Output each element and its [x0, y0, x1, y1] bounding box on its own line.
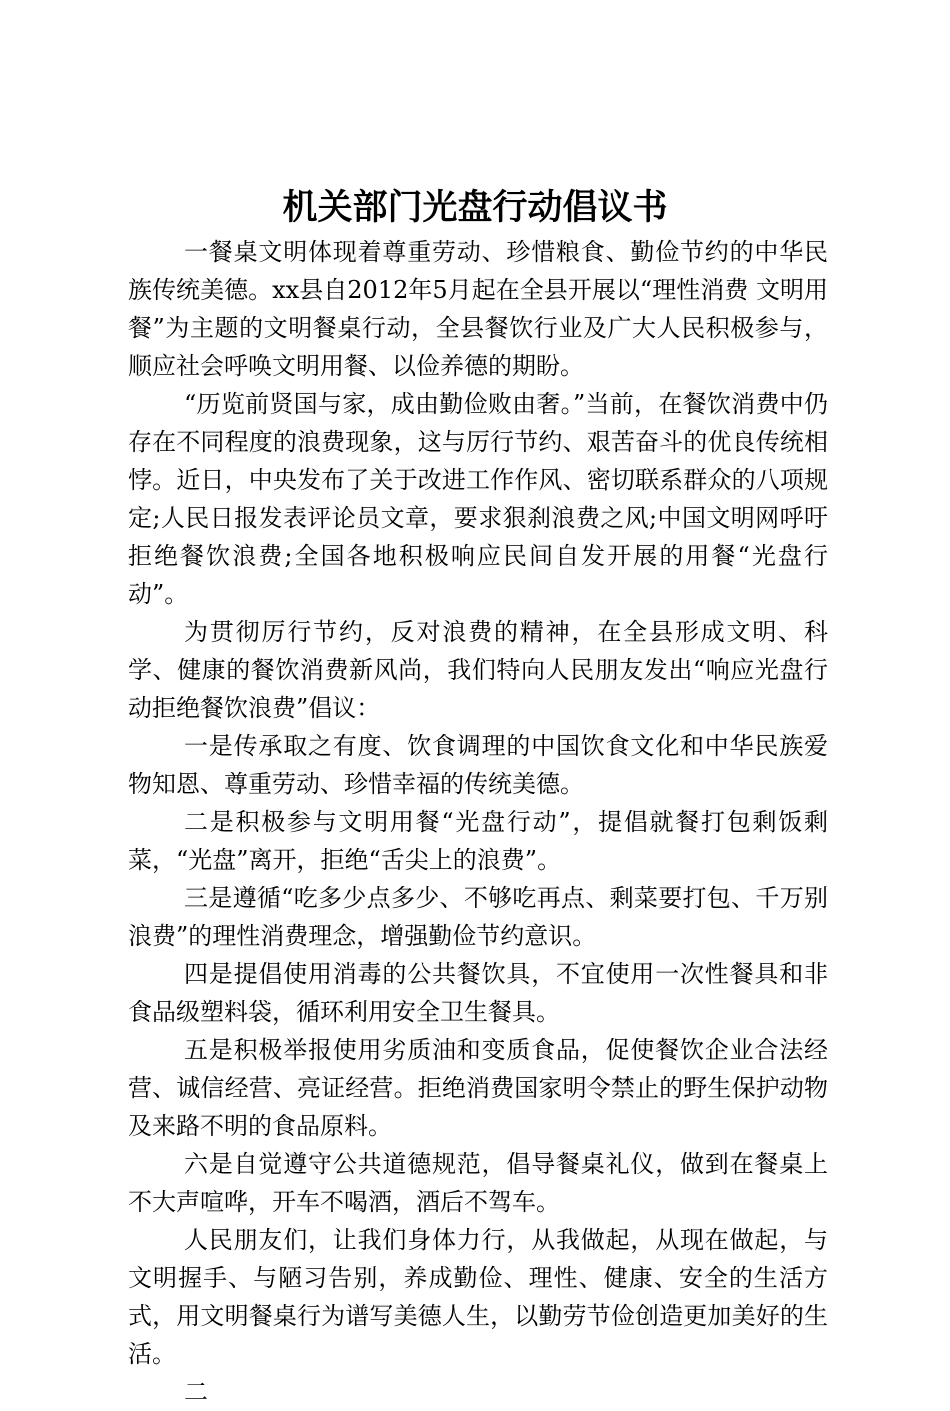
- paragraph-4: 一是传承取之有度、饮食调理的中国饮食文化和中华民族爱物知恩、尊重劳动、珍惜幸福的传统美德。: [128, 732, 828, 798]
- paragraph-1: 一餐桌文明体现着尊重劳动、珍惜粮食、勤俭节约的中华民族传统美德。xx县自2012年5月起在全县开展以“理性消费 文明用餐”为主题的文明餐桌行动，全县餐饮行业及广大人民积极参与，顺应社会呼唤文明用餐、以俭养德的期盼。: [128, 238, 828, 380]
- paragraph-6: 三是遵循“吃多少点多少、不够吃再点、剩菜要打包、千万别浪费”的理性消费理念，增强勤俭节约意识。: [128, 884, 828, 950]
- paragraph-3: 为贯彻厉行节约，反对浪费的精神，在全县形成文明、科学、健康的餐饮消费新风尚，我们特向人民朋友发出“响应光盘行动拒绝餐饮浪费”倡议：: [128, 618, 828, 722]
- paragraph-2: “历览前贤国与家，成由勤俭败由奢。”当前，在餐饮消费中仍存在不同程度的浪费现象，这与厉行节约、艰苦奋斗的优良传统相悖。近日，中央发布了关于改进工作作风、密切联系群众的八项规定;人民日报发表评论员文章，要求狠刹浪费之风;中国文明网呼吁拒绝餐饮浪费;全国各地积极响应民间自发开展的用餐“光盘行动”。: [128, 390, 828, 608]
- document-body: [128, 233, 828, 1411]
- paragraph-9: 六是自觉遵守公共道德规范，倡导餐桌礼仪，做到在餐桌上不大声喧哗，开车不喝酒，酒后不驾车。: [128, 1150, 828, 1216]
- paragraph-11: 二: [184, 1378, 208, 1406]
- paragraph-8: 五是积极举报使用劣质油和变质食品，促使餐饮企业合法经营、诚信经营、亮证经营。拒绝消费国家明令禁止的野生保护动物及来路不明的食品原料。: [128, 1036, 828, 1140]
- paragraph-10: 人民朋友们，让我们身体力行，从我做起，从现在做起，与文明握手、与陋习告别，养成勤俭、理性、健康、安全的生活方式，用文明餐桌行为谱写美德人生，以勤劳节俭创造更加美好的生活。: [128, 1226, 828, 1368]
- document-title: 机关部门光盘行动倡议书: [282, 187, 668, 228]
- paragraph-5: 二是积极参与文明用餐“光盘行动”，提倡就餐打包剩饭剩菜，“光盘”离开，拒绝“舌尖上的浪费”。: [128, 808, 828, 874]
- paragraph-7: 四是提倡使用消毒的公共餐饮具，不宜使用一次性餐具和非食品级塑料袋，循环利用安全卫生餐具。: [128, 960, 828, 1026]
